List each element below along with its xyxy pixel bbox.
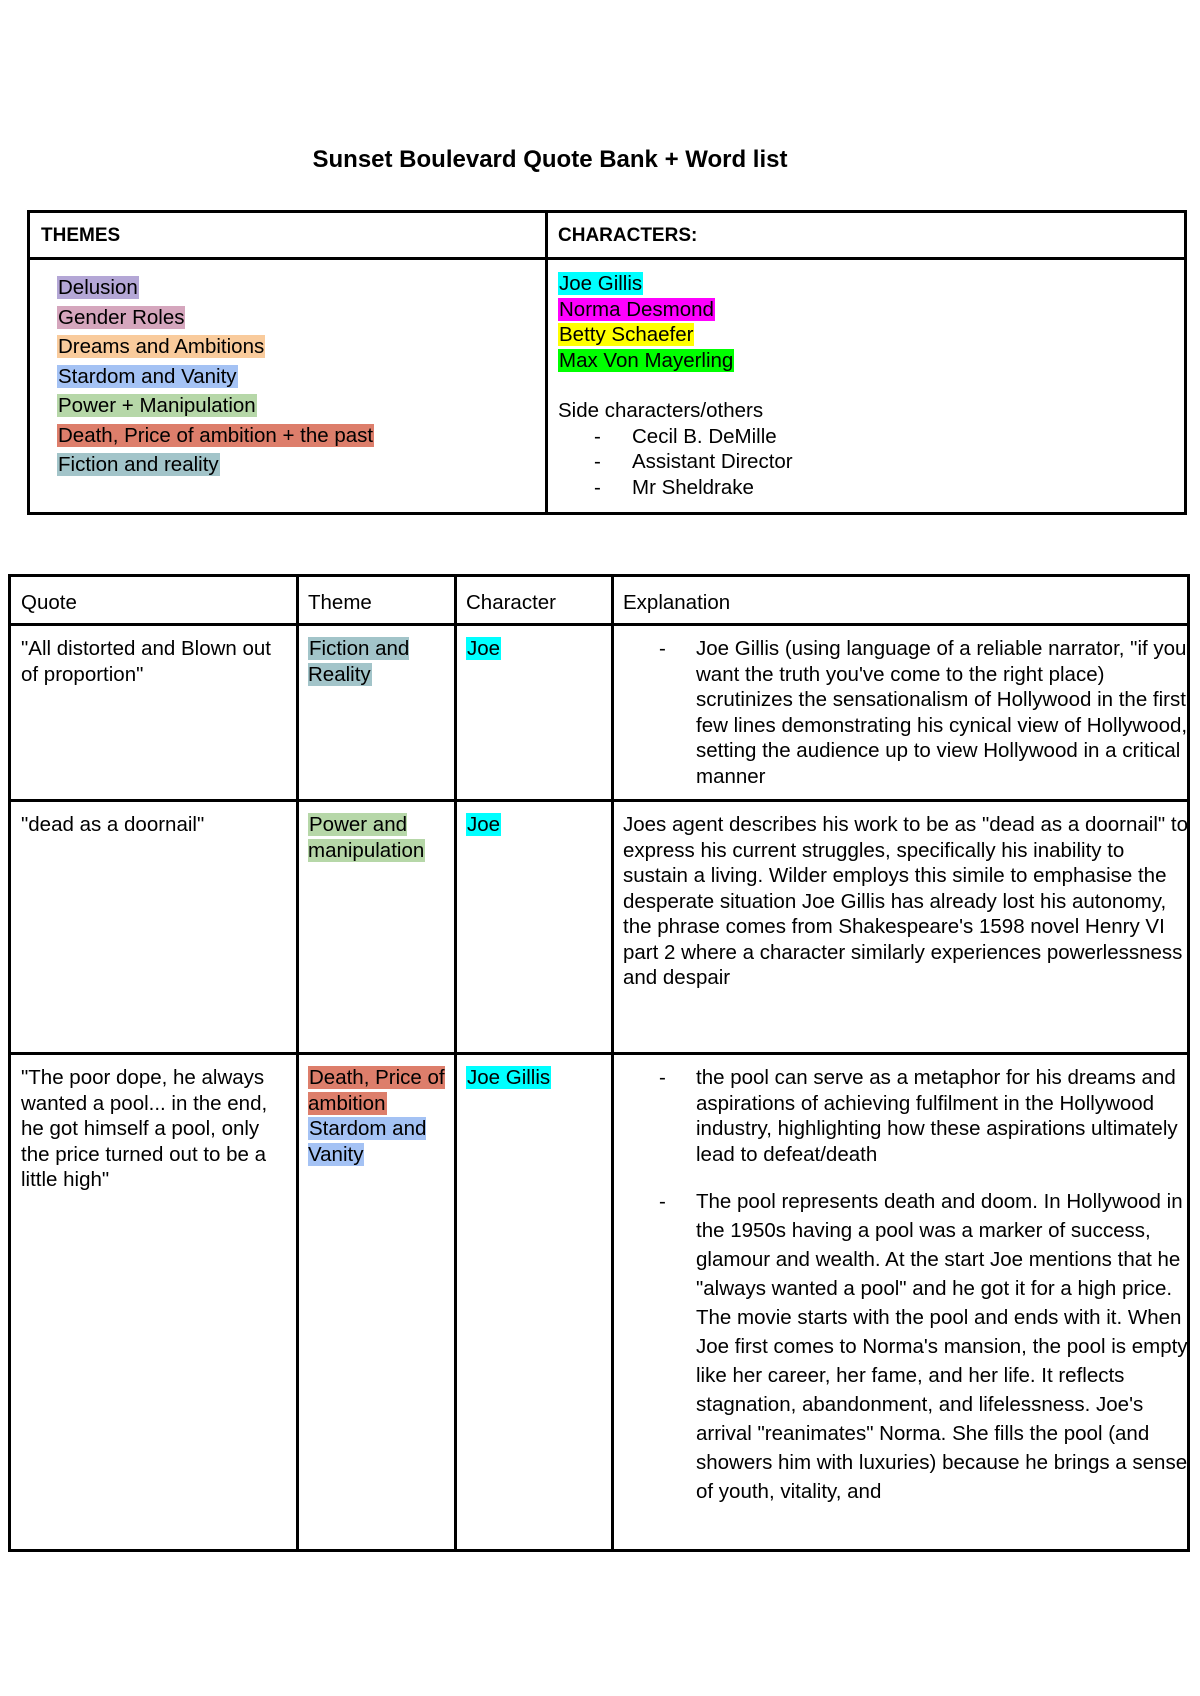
row3-character: Joe Gillis	[467, 1066, 551, 1089]
side-character-item: - Assistant Director	[594, 450, 793, 473]
row1-explanation: - Joe Gillis (using language of a reliable narrator, "if you want the truth you've come to the right place) scrutinizes the sensationalism of Hollywood in the first few lines demonstrating his cynical view of Hollywood, setting the audience up to view Hollywood in a critical manner	[659, 637, 1188, 788]
theme-death-price-ambition: Death, Price of ambition + the past	[58, 423, 374, 447]
document-title: Sunset Boulevard Quote Bank + Word list	[312, 146, 788, 173]
row2-quote: "dead as a doornail"	[21, 813, 205, 836]
theme-fiction-reality: Fiction and reality	[58, 453, 219, 476]
theme-stardom-vanity: Stardom and Vanity	[58, 364, 237, 388]
header-quote: Quote	[21, 591, 77, 614]
theme-gender-roles: Gender Roles	[58, 305, 185, 329]
side-character-item: - Mr Sheldrake	[594, 475, 754, 499]
theme-item	[57, 303, 374, 333]
row3-explanation: - the pool can serve as a metaphor for his dreams and aspirations of achieving fulfilment in the Hollywood industry, highlighting how these aspirations ultimately lead to defeat/death - The pool represents death and doom. In Hollywood in the 1950s having a pool was a marker of success, glamour and wealth. At the start Joe mentions that he "always wanted a pool" and he got it for a high price. The movie starts with the pool and ends with it. When Joe first comes to Norma's mansion, the pool is empty like her career, her fame, and her life. It reflects stagnation, abandonment, and lifelessness. Joe's arrival "reanimates" Norma. She fills the pool (and showers him with luxuries) because he brings a sense of youth, vitality, and	[659, 1066, 1188, 1503]
theme-item	[57, 391, 374, 421]
row1-quote: "All distorted and Blown out of proportion"	[21, 637, 272, 686]
character-betty-schaefer: Betty Schaefer	[559, 323, 694, 346]
header-character: Character	[466, 591, 557, 614]
character-norma-desmond: Norma Desmond	[559, 297, 714, 321]
theme-item	[57, 362, 374, 392]
row1-theme: Fiction and Reality	[308, 637, 410, 686]
row1-character: Joe	[467, 637, 501, 660]
side-characters-header: Side characters/others	[558, 399, 764, 422]
row3-quote: "The poor dope, he always wanted a pool... in the end, he got himself a pool, only the price turned out to be a little high"	[21, 1066, 268, 1191]
theme-item	[57, 421, 374, 451]
row3-explanation-bullet-2: The pool represents death and doom. In Hollywood in the 1950s having a pool was a marker of success, glamour and wealth. At the start Joe mentions that he "always wanted a pool" and he got it for a high price. The movie starts with the pool and ends with it. When Joe first comes to Norma's mansion, the pool is empty like her career, her fame, and her life. It reflects stagnation, abandonment, and lifelessness. Joe's arrival "reanimates" Norma. She fills the pool (and showers him with luxuries) because he brings a sense of youth, vitality, and	[696, 1190, 1188, 1503]
theme-item	[57, 273, 374, 303]
row2-theme: Power and manipulation	[308, 813, 425, 862]
header-explanation: Explanation	[623, 591, 731, 614]
row1-explanation-bullet: Joe Gillis (using language of a reliable narrator, "if you want the truth you've come to the right place) scrutinizes the sensationalism of Hollywood in the first few lines demonstrating his cynical view of Hollywood, setting the audience up to view Hollywood in a critical manner	[696, 637, 1188, 788]
character-joe-gillis: Joe Gillis	[559, 272, 643, 295]
themes-characters-table	[27, 210, 1187, 515]
characters-list	[558, 271, 793, 500]
theme-item	[57, 332, 374, 362]
characters-header: CHARACTERS:	[558, 225, 698, 246]
theme-item	[57, 450, 374, 480]
row2-character: Joe	[467, 813, 501, 836]
theme-delusion: Delusion	[58, 276, 138, 299]
row3-theme-stardom-vanity: Stardom and Vanity	[308, 1117, 427, 1166]
quote-table	[8, 574, 1190, 1552]
row3-theme-death-price-ambition: Death, Price of ambition	[308, 1066, 445, 1115]
row3-explanation-bullet-1: the pool can serve as a metaphor for his dreams and aspirations of achieving fulfilment in the Hollywood industry, highlighting how these aspirations ultimately lead to defeat/death	[696, 1066, 1178, 1166]
row2-explanation: Joes agent describes his work to be as "dead as a doornail" to express his current struggles, specifically his inability to sustain a living. Wilder employs this simile to emphasise the desperate situation Joe Gillis has already lost his autonomy, the phrase comes from Shakespeare's 1598 novel Henry VI part 2 where a character similarly experiences powerlessness and despair	[623, 813, 1188, 989]
character-max-von-mayerling: Max Von Mayerling	[559, 348, 734, 372]
themes-list	[57, 273, 374, 480]
themes-header: THEMES	[41, 225, 121, 246]
theme-power-manipulation: Power + Manipulation	[58, 394, 256, 417]
side-character-item: - Cecil B. DeMille	[594, 424, 777, 448]
theme-dreams-ambitions: Dreams and Ambitions	[58, 335, 265, 358]
header-theme: Theme	[308, 591, 372, 614]
